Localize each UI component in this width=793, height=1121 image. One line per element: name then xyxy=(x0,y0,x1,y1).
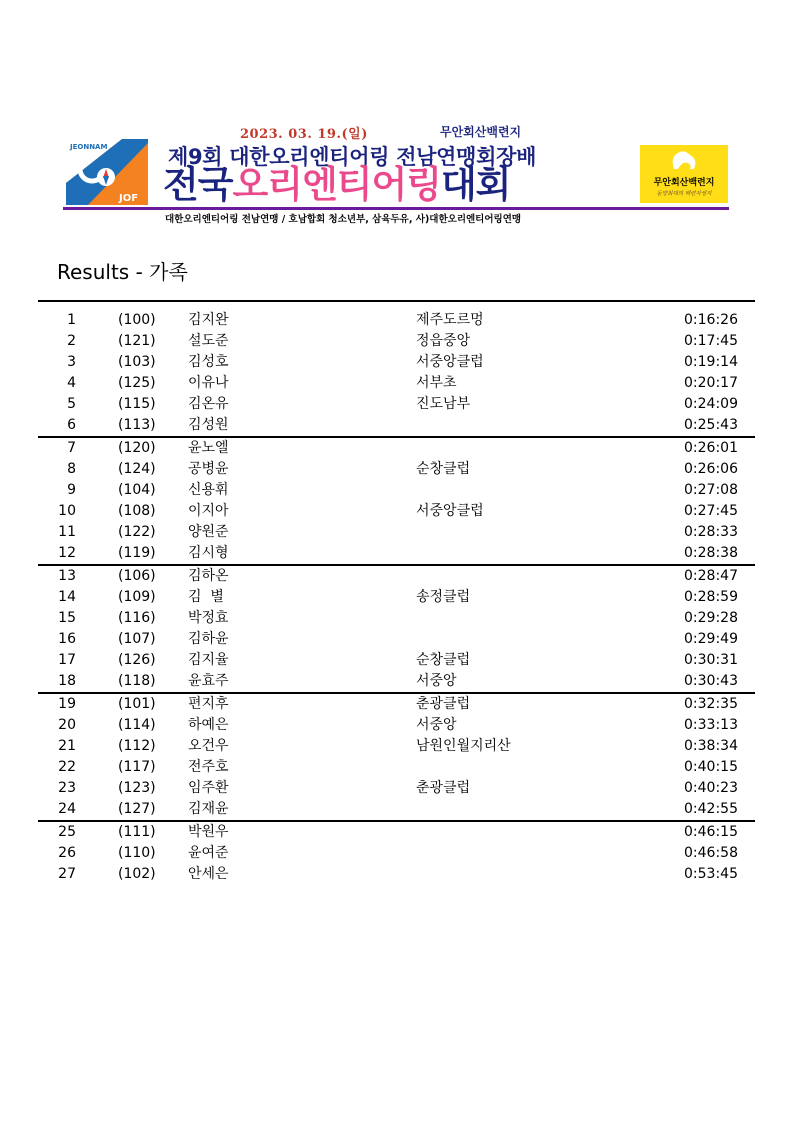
bib-cell: (106) xyxy=(118,568,156,584)
name-cell: 임주환 xyxy=(188,780,229,796)
club-cell: 송정클럽 xyxy=(416,589,471,605)
result-row xyxy=(38,566,755,587)
bib-cell: (114) xyxy=(118,717,156,733)
name-cell: 윤여준 xyxy=(188,845,229,861)
name-cell: 이지아 xyxy=(188,503,229,519)
time-cell: 0:20:17 xyxy=(684,375,738,391)
result-row xyxy=(38,394,755,415)
result-row xyxy=(38,415,755,436)
rank-cell: 8 xyxy=(67,461,76,477)
result-row xyxy=(38,736,755,757)
rank-cell: 14 xyxy=(58,589,76,605)
result-row xyxy=(38,310,755,331)
rank-cell: 7 xyxy=(67,440,76,456)
time-cell: 0:46:15 xyxy=(684,824,738,840)
time-cell: 0:19:14 xyxy=(684,354,738,370)
bib-cell: (104) xyxy=(118,482,156,498)
bib-cell: (127) xyxy=(118,801,156,817)
time-cell: 0:30:31 xyxy=(684,652,738,668)
name-cell: 설도준 xyxy=(188,333,229,349)
rank-cell: 17 xyxy=(58,652,76,668)
lotus-icon xyxy=(640,147,728,177)
time-cell: 0:26:06 xyxy=(684,461,738,477)
sponsor-logo xyxy=(640,145,728,203)
name-cell: 신용휘 xyxy=(188,482,229,498)
bib-cell: (124) xyxy=(118,461,156,477)
jeonnam-jof-logo xyxy=(66,139,148,205)
bib-cell: (122) xyxy=(118,524,156,540)
result-row xyxy=(38,778,755,799)
name-cell: 하예은 xyxy=(188,717,229,733)
result-row xyxy=(38,501,755,522)
bib-cell: (125) xyxy=(118,375,156,391)
result-row xyxy=(38,757,755,778)
club-cell: 순창클럽 xyxy=(416,652,471,668)
rank-cell: 22 xyxy=(58,759,76,775)
sponsor-name: 무안회산백련지 xyxy=(653,178,715,188)
name-cell: 김지율 xyxy=(188,652,229,668)
name-cell: 김 별 xyxy=(188,589,224,605)
results-top-rule xyxy=(38,300,755,302)
time-cell: 0:16:26 xyxy=(684,312,738,328)
name-cell: 박원우 xyxy=(188,824,229,840)
time-cell: 0:28:33 xyxy=(684,524,738,540)
result-row xyxy=(38,587,755,608)
time-cell: 0:28:59 xyxy=(684,589,738,605)
bib-cell: (101) xyxy=(118,696,156,712)
name-cell: 김성호 xyxy=(188,354,229,370)
time-cell: 0:42:55 xyxy=(684,801,738,817)
club-cell: 서중앙 xyxy=(416,717,457,733)
name-cell: 김시형 xyxy=(188,545,229,561)
rank-cell: 19 xyxy=(58,696,76,712)
result-row xyxy=(38,608,755,629)
club-cell: 서중앙클럽 xyxy=(416,503,484,519)
bib-cell: (111) xyxy=(118,824,156,840)
result-group xyxy=(38,566,755,694)
page-title: Results - 가족 xyxy=(57,260,188,284)
result-row xyxy=(38,543,755,564)
result-row xyxy=(38,650,755,671)
rank-cell: 6 xyxy=(67,417,76,433)
name-cell: 안세은 xyxy=(188,866,229,882)
time-cell: 0:25:43 xyxy=(684,417,738,433)
name-cell: 박정효 xyxy=(188,610,229,626)
title-part-1: 전국 xyxy=(163,163,233,206)
bib-cell: (112) xyxy=(118,738,156,754)
result-row xyxy=(38,352,755,373)
bib-cell: (109) xyxy=(118,589,156,605)
header-divider xyxy=(63,207,729,210)
name-cell: 김하윤 xyxy=(188,631,229,647)
name-cell: 공병윤 xyxy=(188,461,229,477)
result-group xyxy=(38,694,755,822)
rank-cell: 20 xyxy=(58,717,76,733)
time-cell: 0:53:45 xyxy=(684,866,738,882)
time-cell: 0:33:13 xyxy=(684,717,738,733)
rank-cell: 10 xyxy=(58,503,76,519)
name-cell: 윤효주 xyxy=(188,673,229,689)
time-cell: 0:28:38 xyxy=(684,545,738,561)
result-row xyxy=(38,373,755,394)
bib-cell: (118) xyxy=(118,673,156,689)
bib-cell: (100) xyxy=(118,312,156,328)
bib-cell: (110) xyxy=(118,845,156,861)
bib-cell: (103) xyxy=(118,354,156,370)
rank-cell: 11 xyxy=(58,524,76,540)
svg-text:JEONNAM: JEONNAM xyxy=(70,143,108,151)
rank-cell: 5 xyxy=(67,396,76,412)
rank-cell: 4 xyxy=(67,375,76,391)
rank-cell: 23 xyxy=(58,780,76,796)
name-cell: 오건우 xyxy=(188,738,229,754)
rank-cell: 9 xyxy=(67,482,76,498)
result-row xyxy=(38,331,755,352)
result-row xyxy=(38,438,755,459)
bib-cell: (107) xyxy=(118,631,156,647)
result-row xyxy=(38,843,755,864)
rank-cell: 15 xyxy=(58,610,76,626)
bib-cell: (115) xyxy=(118,396,156,412)
event-title-line2 xyxy=(163,163,510,207)
result-row xyxy=(38,799,755,820)
club-cell: 정읍중앙 xyxy=(416,333,471,349)
result-row xyxy=(38,822,755,843)
name-cell: 윤노엘 xyxy=(188,440,229,456)
result-row xyxy=(38,864,755,885)
result-row xyxy=(38,459,755,480)
club-cell: 남원인월지리산 xyxy=(416,738,511,754)
result-row xyxy=(38,671,755,692)
time-cell: 0:26:01 xyxy=(684,440,738,456)
name-cell: 김온유 xyxy=(188,396,229,412)
sponsor-subtitle: 동양최대의 백련자생지 xyxy=(656,191,712,197)
name-cell: 김지완 xyxy=(188,312,229,328)
club-cell: 진도남부 xyxy=(416,396,471,412)
title-part-3: 대회 xyxy=(440,163,511,206)
rank-cell: 12 xyxy=(58,545,76,561)
name-cell: 전주호 xyxy=(188,759,229,775)
result-row xyxy=(38,629,755,650)
event-header xyxy=(0,0,793,230)
result-group xyxy=(38,438,755,566)
time-cell: 0:29:28 xyxy=(684,610,738,626)
bib-cell: (126) xyxy=(118,652,156,668)
svg-text:JOF: JOF xyxy=(119,193,139,204)
time-cell: 0:28:47 xyxy=(684,568,738,584)
bib-cell: (121) xyxy=(118,333,156,349)
event-date: 2023. 03. 19.(일) xyxy=(240,127,368,142)
time-cell: 0:40:23 xyxy=(684,780,738,796)
bib-cell: (113) xyxy=(118,417,156,433)
name-cell: 편지후 xyxy=(188,696,229,712)
time-cell: 0:46:58 xyxy=(684,845,738,861)
results-table xyxy=(38,310,755,885)
rank-cell: 27 xyxy=(58,866,76,882)
rank-cell: 24 xyxy=(58,801,76,817)
club-cell: 서중앙 xyxy=(416,673,457,689)
rank-cell: 18 xyxy=(58,673,76,689)
result-row xyxy=(38,480,755,501)
club-cell: 춘광클럽 xyxy=(416,696,471,712)
name-cell: 김재윤 xyxy=(188,801,229,817)
rank-cell: 21 xyxy=(58,738,76,754)
bib-cell: (117) xyxy=(118,759,156,775)
bib-cell: (123) xyxy=(118,780,156,796)
rank-cell: 1 xyxy=(67,312,76,328)
name-cell: 이유나 xyxy=(188,375,229,391)
rank-cell: 25 xyxy=(58,824,76,840)
result-group xyxy=(38,822,755,885)
name-cell: 김하온 xyxy=(188,568,229,584)
club-cell: 서중앙클럽 xyxy=(416,354,484,370)
club-cell: 춘광클럽 xyxy=(416,780,471,796)
rank-cell: 3 xyxy=(67,354,76,370)
club-cell: 서부초 xyxy=(416,375,457,391)
result-row xyxy=(38,694,755,715)
name-cell: 양원준 xyxy=(188,524,229,540)
result-row xyxy=(38,715,755,736)
event-venue: 무안회산백련지 xyxy=(440,125,522,139)
bib-cell: (120) xyxy=(118,440,156,456)
bib-cell: (108) xyxy=(118,503,156,519)
time-cell: 0:32:35 xyxy=(684,696,738,712)
organizers-line: 대한오리엔티어링 전남연맹 / 호남합회 청소년부, 삼육두유, 사)대한오리엔티어링연맹 xyxy=(165,214,522,225)
club-cell: 순창클럽 xyxy=(416,461,471,477)
event-title-line1: 제9회 대한오리엔티어링 전남연맹회장배 xyxy=(168,145,537,169)
bib-cell: (102) xyxy=(118,866,156,882)
result-row xyxy=(38,522,755,543)
time-cell: 0:30:43 xyxy=(684,673,738,689)
time-cell: 0:27:08 xyxy=(684,482,738,498)
rank-cell: 13 xyxy=(58,568,76,584)
time-cell: 0:40:15 xyxy=(684,759,738,775)
bib-cell: (116) xyxy=(118,610,156,626)
result-group xyxy=(38,310,755,438)
rank-cell: 2 xyxy=(67,333,76,349)
time-cell: 0:38:34 xyxy=(684,738,738,754)
title-part-2: 오리엔티어링 xyxy=(232,163,441,206)
time-cell: 0:24:09 xyxy=(684,396,738,412)
time-cell: 0:17:45 xyxy=(684,333,738,349)
name-cell: 김성원 xyxy=(188,417,229,433)
time-cell: 0:29:49 xyxy=(684,631,738,647)
time-cell: 0:27:45 xyxy=(684,503,738,519)
rank-cell: 26 xyxy=(58,845,76,861)
bib-cell: (119) xyxy=(118,545,156,561)
rank-cell: 16 xyxy=(58,631,76,647)
club-cell: 제주도르멍 xyxy=(416,312,484,328)
